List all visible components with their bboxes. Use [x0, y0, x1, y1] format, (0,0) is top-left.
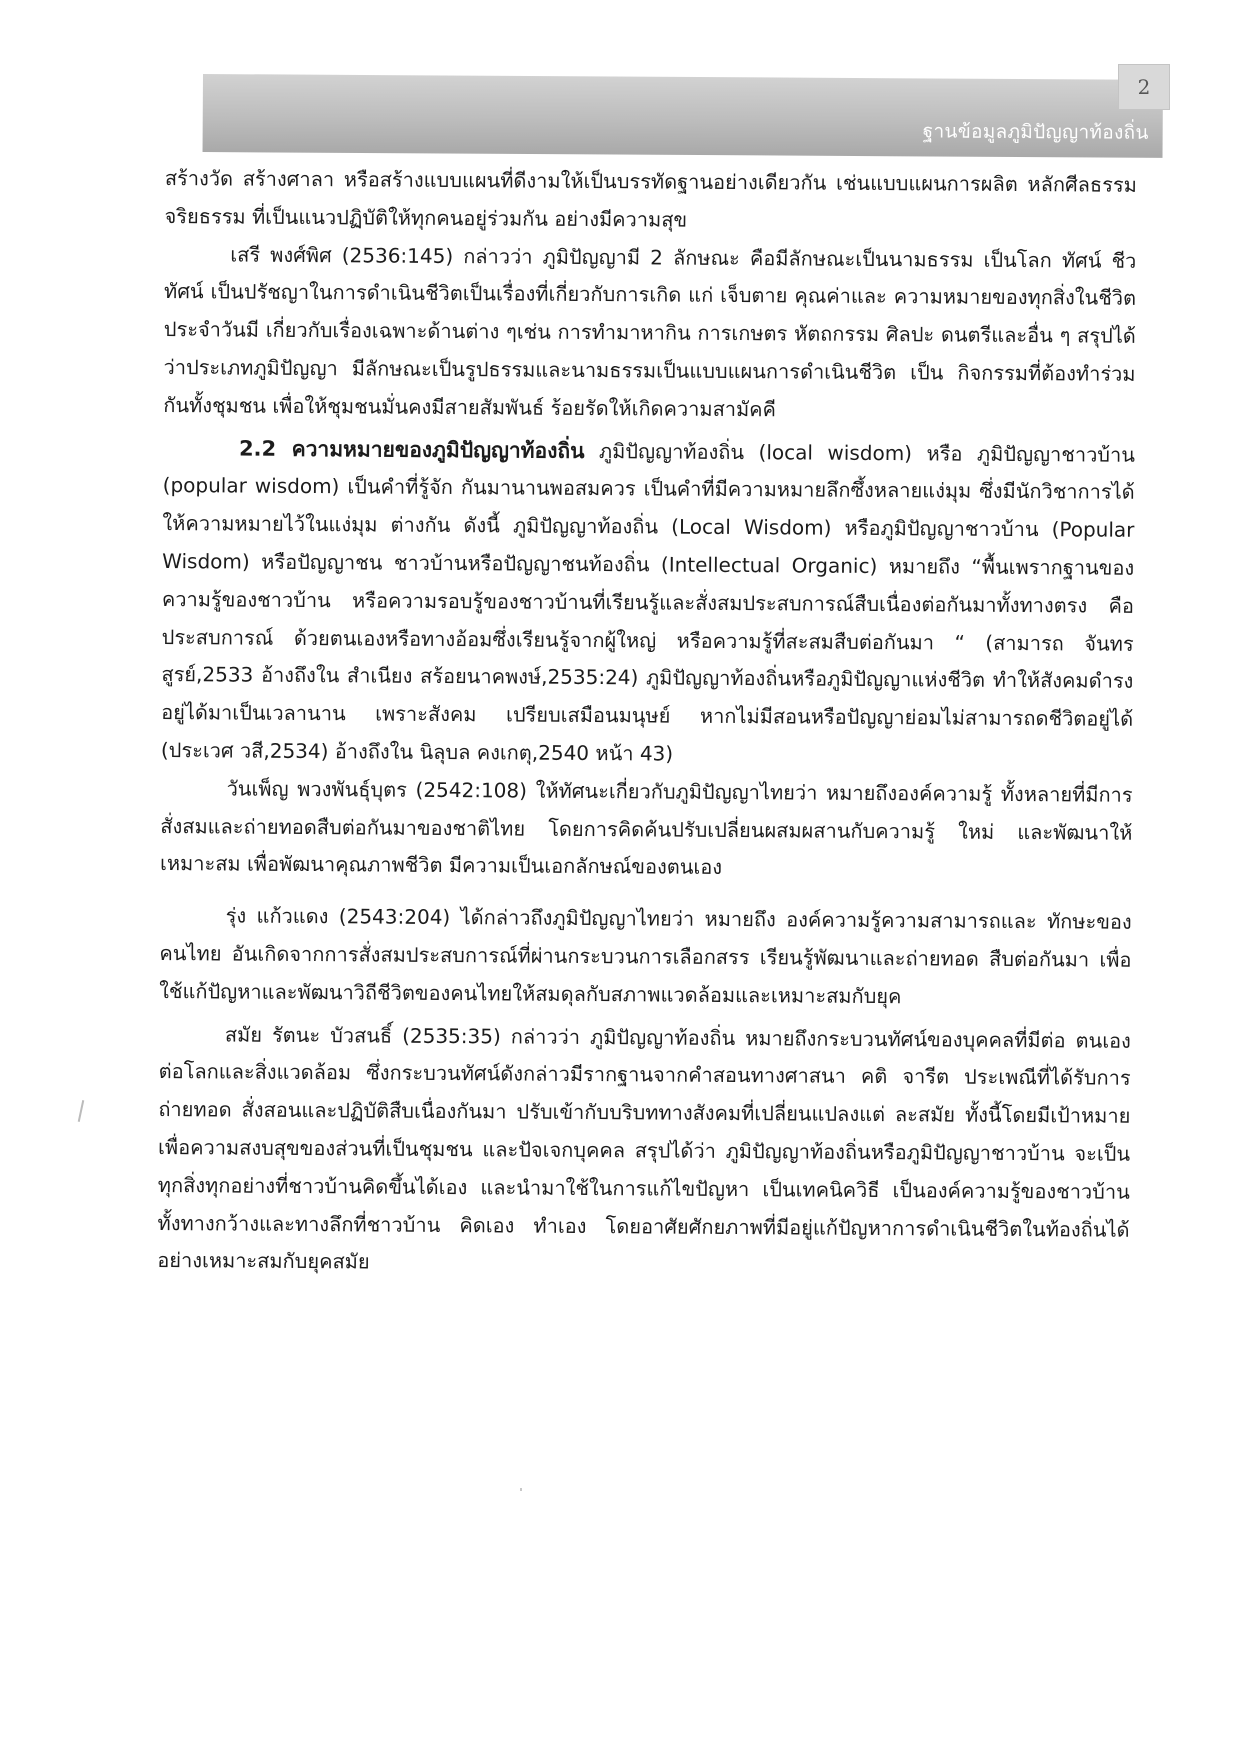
section-body: ภูมิปัญญาท้องถิ่น (local wisdom) หรือ ภูมิปัญญาชาวบ้าน (popular wisdom) เป็นคำที่รู้จัก กันมานานพอสมควร เป็นคำที่มีความหมายลึกซึ้งหลายแง่มุม ซึ่งมีนักวิชาการได้ให้ความหมายไว้ในแง่มุม ต่างกัน ดังนี้ ภูมิปัญญาท้องถิ่น (Local Wisdom) หรือภูมิปัญญาชาวบ้าน (Popular Wisdom) หรือปัญญาชน ชาวบ้านหรือปัญญาชนท้องถิ่น (Intellectual Organic) หมายถึง “พื้นเพรากฐานของความรู้ของชาวบ้าน หรือความรอบรู้ของชาวบ้านที่เรียนรู้และสั่งสมประสบการณ์สืบเนื่องต่อกันมาทั้งทางตรง คือ ประสบการณ์ ด้วยตนเองหรือทางอ้อมซึ่งเรียนรู้จากผู้ใหญ่ หรือความรู้ที่สะสมสืบต่อกันมา “ (สามารถ จันทรสูรย์,2533 อ้างถึงใน สำเนียง สร้อยนาคพงษ์,2535:24) ภูมิปัญญาท้องถิ่นหรือภูมิปัญญาแห่งชีวิต ทำให้สังคมดำรงอยู่ได้มาเป็นเวลานาน เพราะสังคม เปรียบเสมือนมนุษย์ หากไม่มีสอนหรือปัญญาย่อมไม่สามารถดชีวิตอยู่ได้ (ประเวศ วสี,2534) อ้างถึงใน นิลุบล คงเกตุ,2540 หน้า 43): [160, 438, 1136, 766]
document-body: [157, 160, 1137, 1287]
page-number-box: [1118, 64, 1170, 110]
header-title: ฐานข้อมูลภูมิปัญญาท้องถิ่น: [922, 120, 1149, 144]
page-number: 2: [1137, 75, 1151, 99]
page-header-band: [203, 74, 1163, 158]
paragraph-continuation: สร้างวัด สร้างศาลา หรือสร้างแบบแผนที่ดีงามให้เป็นบรรทัดฐานอย่างเดียวกัน เช่นแบบแผนการผลิต หลักศีลธรรม จริยธรรม ที่เป็นแนวปฏิบัติให้ทุกคนอยู่ร่วมกัน อย่างมีความสุข: [164, 165, 1137, 232]
paragraph-samai: สมัย รัตนะ บัวสนธิ์ (2535:35) กล่าวว่า ภูมิปัญญาท้องถิ่น หมายถึงกระบวนทัศน์ของบุคคลที่มีต่อ ตนเอง ต่อโลกและสิ่งแวดล้อม ซึ่งกระบวนทัศน์ดังกล่าวมีรากฐานจากคำสอนทางศาสนา คติ จารีต ประเพณีที่ได้รับการถ่ายทอด สั่งสอนและปฏิบัติสืบเนื่องกันมา ปรับเข้ากับบริบททางสังคมที่เปลี่ยนแปลงแต่ ละสมัย ทั้งนี้โดยมีเป้าหมายเพื่อความสงบสุขของส่วนที่เป็นชุมชน และปัจเจกบุคคล สรุปได้ว่า ภูมิปัญญาท้องถิ่นหรือภูมิปัญญาชาวบ้าน จะเป็นทุกสิ่งทุกอย่างที่ชาวบ้านคิดขึ้นได้เอง และนำมาใช้ในการแก้ไขปัญหา เป็นเทคนิควิธี เป็นองค์ความรู้ของชาวบ้าน ทั้งทางกว้างและทางลึกที่ชาวบ้าน คิดเอง ทำเอง โดยอาศัยศักยภาพที่มีอยู่แก้ปัญหาการดำเนินชีวิตในท้องถิ่นได้อย่างเหมาะสมกับยุคสมัย: [157, 1021, 1131, 1274]
scan-speck: [520, 1488, 522, 1491]
paragraph-seri: เสรี พงศ์พิศ (2536:145) กล่าวว่า ภูมิปัญญามี 2 ลักษณะ คือมีลักษณะเป็นนามธรรม เป็นโลก ทัศน์ ชีวทัศน์ เป็นปรัชญาในการดำเนินชีวิตเป็นเรื่องที่เกี่ยวกับการเกิด แก่ เจ็บตาย คุณค่าและ ความหมายของทุกสิ่งในชีวิตประจำวันมี เกี่ยวกับเรื่องเฉพาะด้านต่าง ๆเช่น การทำมาหากิน การเกษตร หัตถกรรม ศิลปะ ดนตรีและอื่น ๆ สรุปได้ว่าประเภทภูมิปัญญา มีลักษณะเป็นรูปธรรมและนามธรรมเป็นแบบแผนการดำเนินชีวิต เป็น กิจกรรมที่ต้องทำร่วมกันทั้งชุมชน เพื่อให้ชุมชนมั่นคงมีสายสัมพันธ์ ร้อยรัดให้เกิดความสามัคคี: [163, 242, 1137, 422]
scan-mark: [78, 1100, 85, 1122]
paragraph-wanpen: วันเพ็ญ พวงพันธุ์บุตร (2542:108) ให้ทัศนะเกี่ยวกับภูมิปัญญาไทยว่า หมายถึงองค์ความรู้ ทั้งหลายที่มีการสั่งสมและถ่ายทอดสืบต่อกันมาของชาติไทย โดยการคิดค้นปรับเปลี่ยนผสมผสานกับความรู้ ใหม่ และพัฒนาให้เหมาะสม เพื่อพัฒนาคุณภาพชีวิต มีความเป็นเอกลักษณ์ของตนเอง: [160, 776, 1133, 880]
paragraph-definition: [161, 430, 1135, 777]
section-heading: 2.2 ความหมายของภูมิปัญญาท้องถิ่น: [238, 436, 585, 463]
paragraph-rung: รุ่ง แก้วแดง (2543:204) ได้กล่าวถึงภูมิปัญญาไทยว่า หมายถึง องค์ความรู้ความสามารถและ ทักษะของคนไทย อันเกิดจากการสั่งสมประสบการณ์ที่ผ่านกระบวนการเลือกสรร เรียนรู้พัฒนาและถ่ายทอด สืบต่อกันมา เพื่อใช้แก้ปัญหาและพัฒนาวิถีชีวิตของคนไทยให้สมดุลกับสภาพแวดล้อมและเหมาะสมกับยุค: [159, 903, 1132, 1008]
